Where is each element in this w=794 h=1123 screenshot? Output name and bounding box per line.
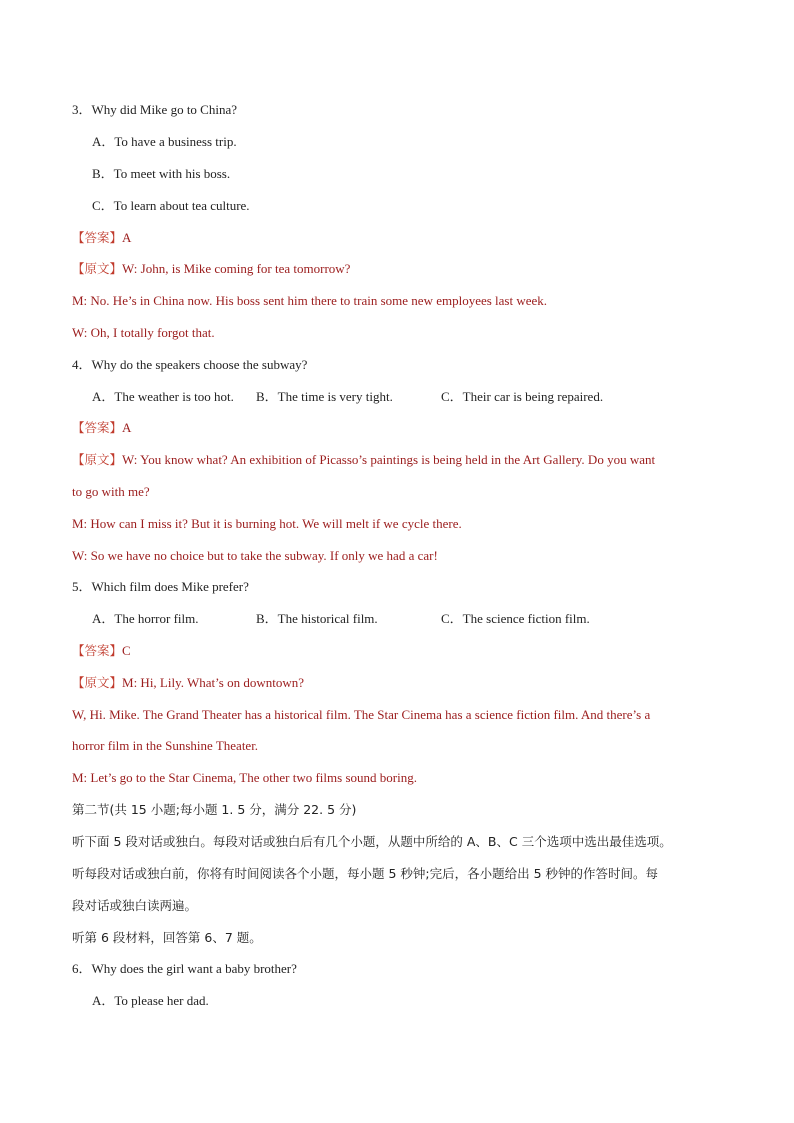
- q3-transcript-line-1: [72, 261, 350, 277]
- q4-option-c: C．Their car is being repaired.: [441, 389, 604, 404]
- q3-option-b: B．To meet with his boss.: [92, 166, 231, 181]
- q4-transcript-line-1: [72, 452, 655, 468]
- transcript-text: W: John, is Mike coming for tea tomorrow?: [122, 261, 351, 276]
- q3-transcript-line-3: W: Oh, I totally forgot that.: [72, 325, 215, 340]
- q3-option-a: A．To have a business trip.: [92, 134, 237, 149]
- q5-option-a: A．The horror film.: [92, 611, 199, 626]
- question-3: 3．Why did Mike go to China?: [72, 102, 238, 117]
- q5-answer-line: [72, 643, 131, 659]
- section-2-instruction-1: 听下面 5 段对话或独白。每段对话或独白后有几个小题，从题中所给的 A、B、C 三个选项中选出最佳选项。: [72, 834, 672, 849]
- q5-transcript-line-2: W, Hi. Mike. The Grand Theater has a historical film. The Star Cinema has a science fiction film. And there’s a: [72, 707, 651, 722]
- q4-transcript-line-2: to go with me?: [72, 484, 150, 499]
- section-2-heading: 第二节(共 15 小题;每小题 1. 5 分，满分 22. 5 分): [72, 802, 357, 817]
- q4-transcript-line-3: M: How can I miss it? But it is burning hot. We will melt if we cycle there.: [72, 516, 462, 531]
- transcript-text: W: You know what? An exhibition of Picasso’s paintings is being held in the Art Gallery. Do you want: [122, 452, 656, 467]
- q5-transcript-line-4: M: Let’s go to the Star Cinema, The other two films sound boring.: [72, 770, 417, 785]
- q5-answer: C: [122, 643, 131, 658]
- q3-answer: A: [122, 230, 132, 245]
- question-4: 4．Why do the speakers choose the subway?: [72, 357, 308, 372]
- transcript-text: M: Hi, Lily. What’s on downtown?: [122, 675, 305, 690]
- transcript-tag: 【原文】: [72, 261, 123, 276]
- q5-transcript-line-3: horror film in the Sunshine Theater.: [72, 738, 259, 753]
- q3-answer-line: [72, 230, 131, 246]
- q3-transcript-line-2: M: No. He’s in China now. His boss sent him there to train some new employees last week.: [72, 293, 548, 308]
- q6-option-a: A．To please her dad.: [92, 993, 209, 1008]
- q3-option-c: C．To learn about tea culture.: [92, 198, 250, 213]
- question-6: 6．Why does the girl want a baby brother?: [72, 961, 297, 976]
- transcript-tag: 【原文】: [72, 452, 123, 467]
- q4-option-b: B．The time is very tight.: [256, 389, 393, 404]
- q5-option-b: B．The historical film.: [256, 611, 378, 626]
- q4-answer: A: [122, 420, 132, 435]
- q4-transcript-line-4: W: So we have no choice but to take the subway. If only we had a car!: [72, 548, 438, 563]
- material-note: 听第 6 段材料，回答第 6、7 题。: [72, 930, 262, 945]
- q4-answer-line: [72, 420, 131, 436]
- q5-option-c: C．The science fiction film.: [441, 611, 590, 626]
- transcript-tag: 【原文】: [72, 675, 123, 690]
- q4-option-a: A．The weather is too hot.: [92, 389, 234, 404]
- answer-tag: 【答案】: [72, 230, 123, 245]
- section-2-instruction-3: 段对话或独白读两遍。: [72, 898, 198, 913]
- section-2-instruction-2: 听每段对话或独白前，你将有时间阅读各个小题，每小题 5 秒钟;完后，各小题给出 5 秒钟的作答时间。每: [72, 866, 659, 881]
- answer-tag: 【答案】: [72, 420, 123, 435]
- answer-tag: 【答案】: [72, 643, 123, 658]
- question-5: 5．Which film does Mike prefer?: [72, 579, 249, 594]
- q5-transcript-line-1: [72, 675, 304, 691]
